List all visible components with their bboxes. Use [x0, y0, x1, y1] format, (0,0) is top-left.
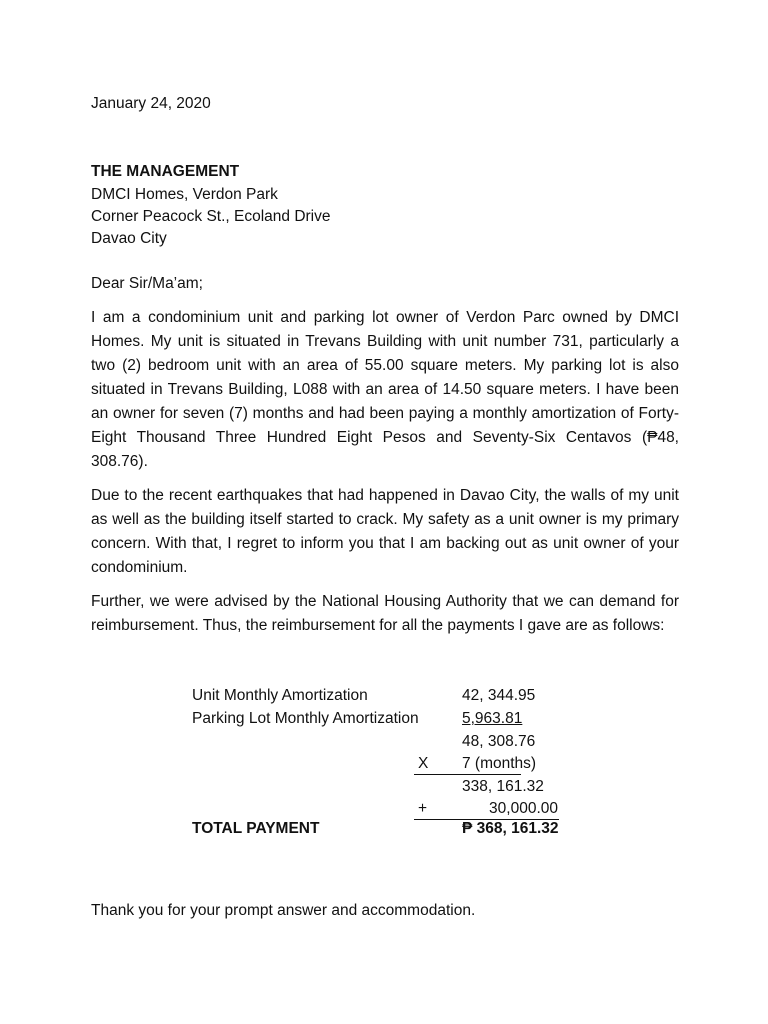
subtotal-value: 48, 308.76: [462, 733, 536, 750]
letter-date: January 24, 2020: [91, 95, 211, 112]
parking-amortization-label: Parking Lot Monthly Amortization: [192, 710, 419, 727]
recipient-title: THE MANAGEMENT: [91, 163, 240, 180]
paragraph-earthquake: [91, 484, 679, 580]
total-payment-label: TOTAL PAYMENT: [192, 820, 320, 837]
paragraph-earthquake-text: Due to the recent earthquakes that had happened in Davao City, the walls of my unit as well as the building itself started to crack. My safety as a unit owner is my primary concern. With that, I regret to inform you that I am backing out as unit owner of your condominium.: [91, 487, 679, 576]
salutation: Dear Sir/Ma’am;: [91, 275, 203, 292]
months-value: 7 (months): [462, 755, 537, 772]
plus-sign: +: [418, 800, 428, 817]
paragraph-reimbursement: [91, 590, 679, 638]
recipient-line-3: Davao City: [91, 230, 167, 247]
unit-amortization-value: 42, 344.95: [462, 687, 536, 704]
product-value: 338, 161.32: [462, 778, 544, 795]
total-payment-value: ₱ 368, 161.32: [462, 820, 559, 837]
unit-amortization-label: Unit Monthly Amortization: [192, 687, 368, 704]
multiply-sign: X: [418, 755, 429, 772]
addition-value: 30,000.00: [489, 800, 558, 817]
parking-amortization-value: 5,963.81: [462, 710, 523, 727]
paragraph-reimbursement-text: Further, we were advised by the National Housing Authority that we can demand for reimbursement. Thus, the reimbursement for all the payments I gave are as follows:: [91, 593, 679, 634]
recipient-line-1: DMCI Homes, Verdon Park: [91, 186, 278, 203]
paragraph-ownership-text: I am a condominium unit and parking lot owner of Verdon Parc owned by DMCI Homes. My unit is situated in Trevans Building with unit number 731, particularly a two (2) bedroom unit with an area of 55.00 square meters. My parking lot is also situated in Trevans Building, L088 with an area of 14.50 square meters. I have been an owner for seven (7) months and had been paying a monthly amortization of Forty-Eight Thousand Three Hundred Eight Pesos and Seventy-Six Centavos (₱48, 308.76).: [91, 309, 679, 470]
recipient-line-2: Corner Peacock St., Ecoland Drive: [91, 208, 331, 225]
closing-line: Thank you for your prompt answer and accommodation.: [91, 902, 476, 919]
paragraph-ownership: [91, 306, 679, 474]
